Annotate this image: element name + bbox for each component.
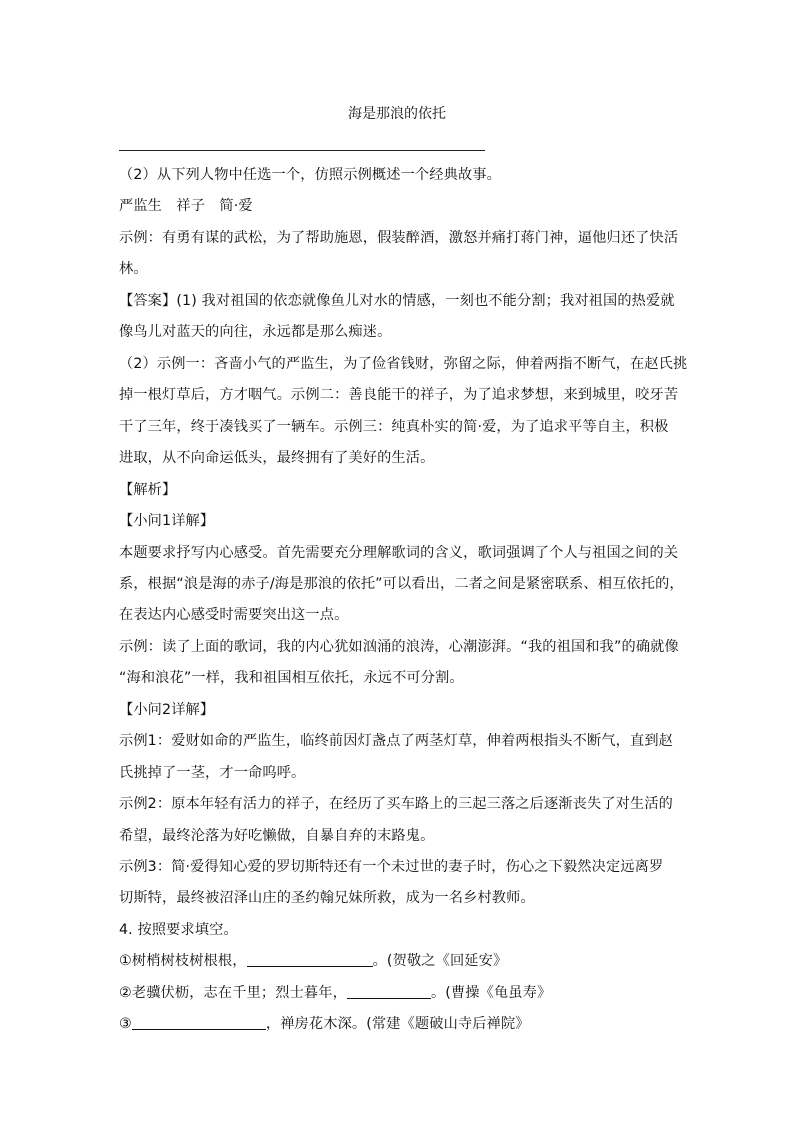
fill-blank-item-1 [119,951,699,971]
fill-blank-item-3 [119,1014,699,1034]
answer-line: 掉一根灯草后，方才咽气。示例二：善良能干的祥子，为了追求梦想，来到城里，咬牙苦 [119,387,679,403]
answer-line: 【答案】(1) 我对祖国的依恋就像鱼儿对水的情感，一刻也不能分割；我对祖国的热爱就 [119,293,675,309]
item-source: ，禅房花木深。(常建《题破山寺后禅院》 [265,1016,530,1032]
blank-underline [347,984,431,999]
analysis-line: 氏挑掉了一茎，才一命呜呼。 [119,765,306,781]
analysis-line: 在表达内心感受时需要突出这一点。 [119,607,349,623]
question-2-prompt: （2）从下列人物中任选一个，仿照示例概述一个经典故事。 [119,167,501,183]
example-line: 示例：有勇有谋的武松，为了帮助施恩，假装醉酒，激怒并痛打蒋门神，逼他归还了快活 [119,230,679,246]
subquestion-1-header: 【小问1详解】 [119,513,215,529]
analysis-line: “海和浪花”一样，我和祖国相互依托，永远不可分割。 [119,670,464,686]
analysis-line: 本题要求抒写内心感受。首先需要充分理解歌词的含义，歌词强调了个人与祖国之间的关 [119,545,679,561]
item-source: 。(曹操《龟虽寿》 [430,985,552,1001]
item-text: ②老骥伏枥，志在千里；烈士暮年， [119,985,347,1001]
poem-title: 海是那浪的依托 [348,106,446,122]
answer-line: （2）示例一：吝啬小气的严监生，为了俭省钱财，弥留之际，伸着两指不断气，在赵氏挑 [119,356,688,372]
example-line: 林。 [119,261,148,277]
item-text: ③ [119,1016,132,1032]
analysis-header: 【解析】 [119,482,177,498]
analysis-line: 示例2：原本年轻有活力的祥子，在经历了买车路上的三起三落之后逐渐丧失了对生活的 [119,796,674,812]
blank-underline [132,1015,266,1030]
analysis-line: 示例1：爱财如命的严监生，临终前因灯盏点了两茎灯草，伸着两根指头不断气，直到赵 [119,733,674,749]
item-text: ①树梢树枝树根根， [119,953,247,969]
question-4-header: 4. 按照要求填空。 [119,922,238,938]
analysis-line: 希望，最终沦落为好吃懒做，自暴自弃的末路鬼。 [119,828,435,844]
answer-underline [119,150,485,151]
subquestion-2-header: 【小问2详解】 [119,702,215,718]
analysis-line: 示例：读了上面的歌词，我的内心犹如汹涌的浪涛，心潮澎湃。“我的祖国和我”的确就像 [119,639,679,655]
answer-line: 干了三年，终于凑钱买了一辆车。示例三：纯真朴实的简·爱，为了追求平等自主，积极 [119,419,669,435]
fill-blank-item-2 [119,983,699,1003]
character-options: 严监生 祥子 简·爱 [119,198,253,214]
analysis-line: 系，根据“浪是海的赤子/海是那浪的依托”可以看出，二者之间是紧密联系、相互依托的， [119,576,684,592]
answer-line: 像鸟儿对蓝天的向往，永远都是那么痴迷。 [119,324,392,340]
analysis-line: 示例3：简·爱得知心爱的罗切斯特还有一个未过世的妻子时，伤心之下毅然决定远离罗 [119,859,664,875]
item-source: 。(贺敬之《回延安》 [372,953,508,969]
answer-line: 进取，从不向命运低头，最终拥有了美好的生活。 [119,450,435,466]
blank-underline [247,952,373,967]
analysis-line: 切斯特，最终被沼泽山庄的圣约翰兄妹所救，成为一名乡村教师。 [119,890,535,906]
